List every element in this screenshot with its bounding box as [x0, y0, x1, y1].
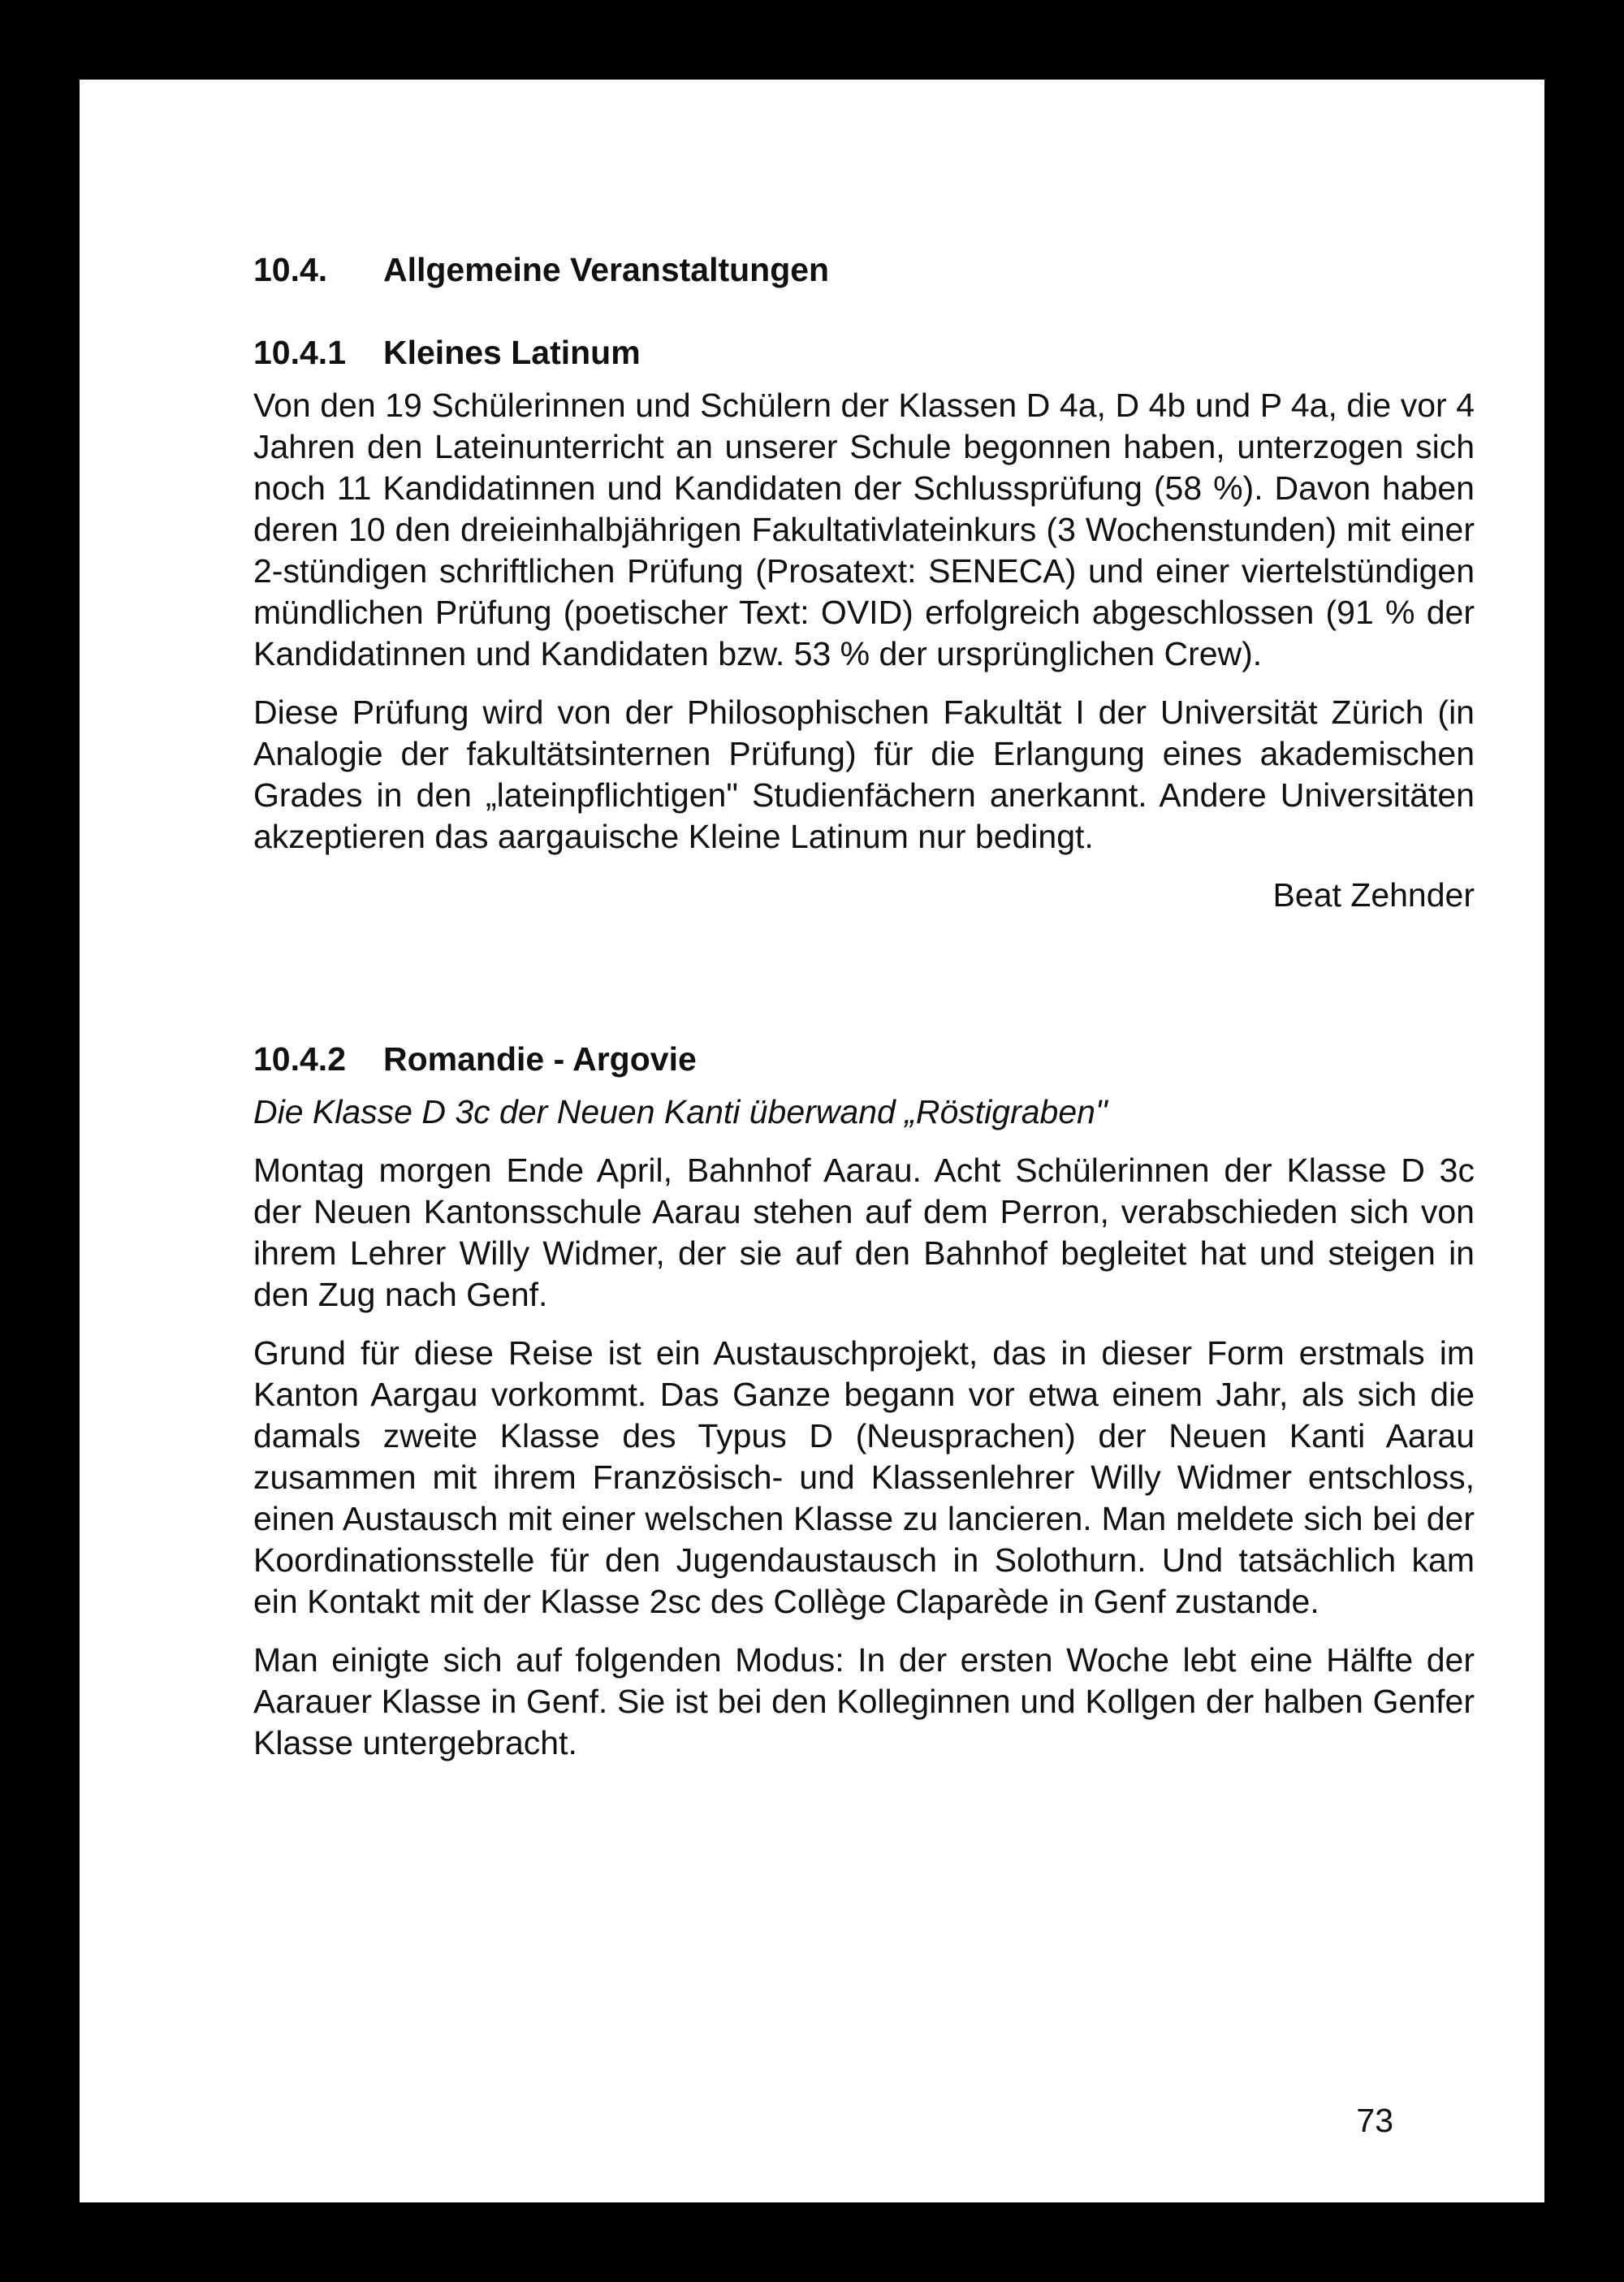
- latinum-paragraph-1: Von den 19 Schülerinnen und Schülern der Klassen D 4a, D 4b und P 4a, die vor 4 Jahren den Lateinunterricht an unserer Schule begonnen haben, unterzogen sich noch 11 Kandidatinnen und Kandidaten der Schlussprüfung (58 %). Davon haben deren 10 den dreieinhalbjährigen Fakultativlateinkurs (3 Wochenstunden) mit einer 2-stündigen schriftlichen Prüfung (Prosatext: SENECA) und einer viertelstündigen mündlichen Prüfung (poetischer Text: OVID) erfolgreich abgeschlossen (91 % der Kandidatinnen und Kandidaten bzw. 53 % der ursprünglichen Crew).: [253, 387, 1475, 672]
- section-number: 10.4.: [253, 251, 328, 288]
- latinum-number: 10.4.1: [253, 334, 346, 371]
- page-number: 73: [1356, 2102, 1393, 2139]
- romandie-subtitle: Die Klasse D 3c der Neuen Kanti überwand „Röstigraben": [253, 1093, 1108, 1130]
- latinum-paragraph-2: Diese Prüfung wird von der Philosophischen Fakultät I der Universität Zürich (in Analogie der fakultätsinternen Prüfung) für die Erlangung eines akademischen Grades in den „lateinpflichtigen" Studienfächern anerkannt. Andere Universitäten akzeptieren das aargauische Kleine Latinum nur bedingt.: [253, 694, 1475, 855]
- document-page: [80, 80, 1544, 2202]
- romandie-title: Romandie - Argovie: [383, 1040, 697, 1078]
- latinum-title: Kleines Latinum: [383, 334, 641, 371]
- romandie-paragraph-3: Man einigte sich auf folgenden Modus: In der ersten Woche lebt eine Hälfte der Aarauer Klasse in Genf. Sie ist bei den Kolleginnen und Kollgen der halben Genfer Klasse untergebracht.: [253, 1641, 1475, 1761]
- latinum-heading: [253, 331, 1475, 374]
- romandie-number: 10.4.2: [253, 1040, 346, 1078]
- romandie-heading: [253, 1038, 1475, 1080]
- section-spacer: [253, 916, 1475, 1038]
- romandie-paragraph-1: Montag morgen Ende April, Bahnhof Aarau. Acht Schülerinnen der Klasse D 3c der Neuen Kantonsschule Aarau stehen auf dem Perron, verabschieden sich von ihrem Lehrer Willy Widmer, der sie auf den Bahnhof begleitet hat und steigen in den Zug nach Genf.: [253, 1152, 1475, 1313]
- section-title: Allgemeine Veranstaltungen: [383, 251, 830, 288]
- section-heading: [253, 249, 1475, 291]
- romandie-paragraph-2: Grund für diese Reise ist ein Austauschprojekt, das in dieser Form erstmals im Kanton Aargau vorkommt. Das Ganze begann vor etwa einem Jahr, als sich die damals zweite Klasse des Typus D (Neusprachen) der Neuen Kanti Aarau zusammen mit ihrem Französisch- und Klassenlehrer Willy Widmer entschloss, einen Austausch mit einer welschen Klasse zu lancieren. Man meldete sich bei der Koordinationsstelle für den Jugendaustausch in Solothurn. Und tatsächlich kam ein Kontakt mit der Klasse 2sc des Collège Claparède in Genf zustande.: [253, 1334, 1475, 1620]
- latinum-author: Beat Zehnder: [1272, 876, 1475, 914]
- page-content: [253, 249, 1475, 1781]
